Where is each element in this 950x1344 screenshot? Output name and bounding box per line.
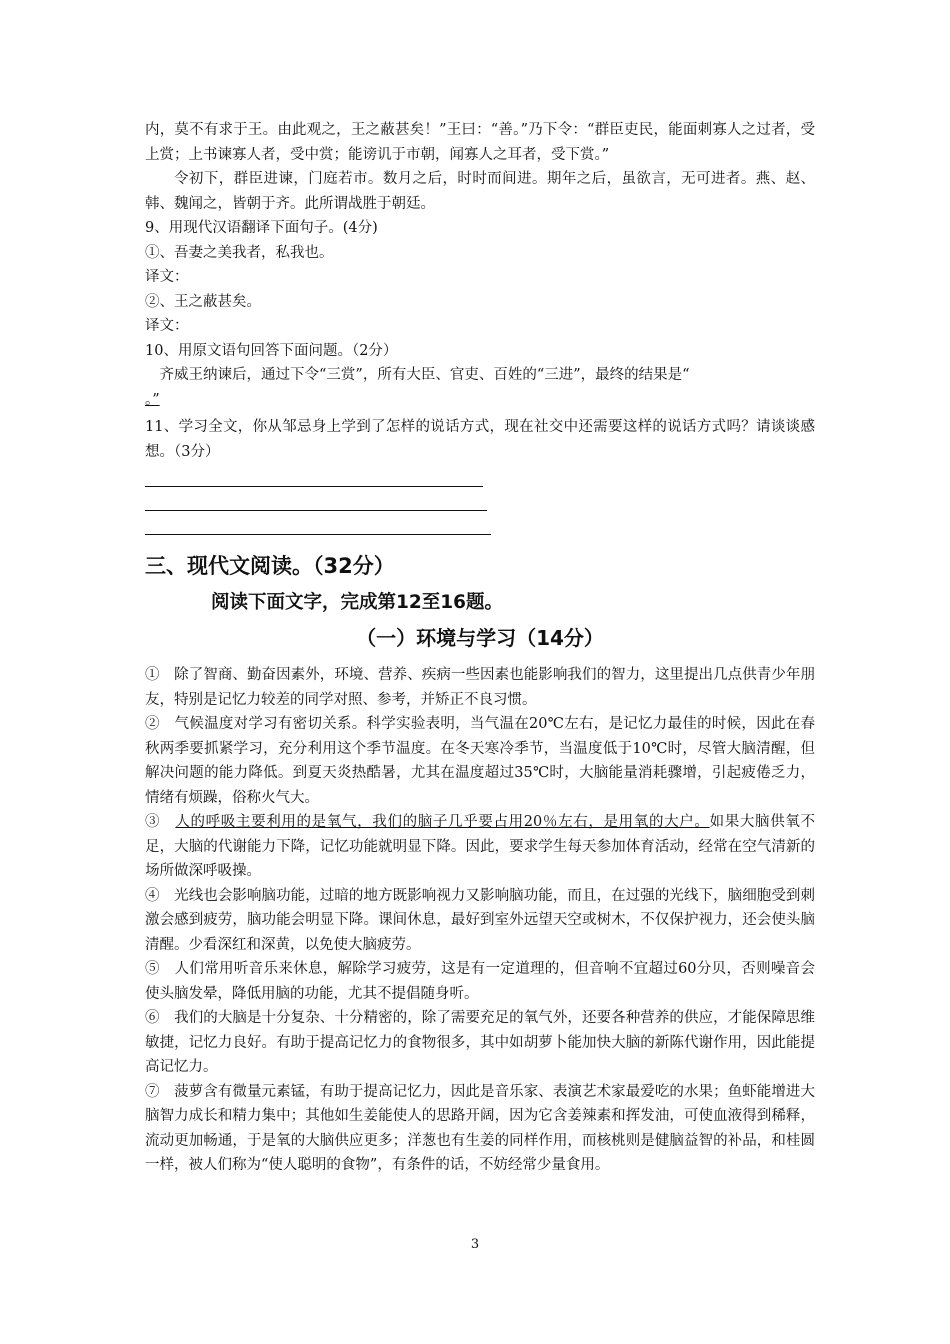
page-number: 3 xyxy=(470,1237,480,1252)
question-9-sentence-2: ②、王之蔽甚矣。 xyxy=(145,293,261,310)
article-paragraph-6: ⑥ 我们的大脑是十分复杂、十分精密的，除了需要充足的氧气外，还要各种营养的供应，才能保障思维敏捷，记忆力良好。有助于提高记忆力的食物很多，其中如胡萝卜能加快大脑的新陈代谢作用，因此能提高记忆力。 xyxy=(145,1010,815,1075)
question-9-translation-label-1: 译文： xyxy=(145,269,189,285)
article-paragraph-7: ⑦ 菠萝含有微量元素锰，有助于提高记忆力，因此是音乐家、表演艺术家最爱吃的水果；鱼虾能增进大脑智力成长和精力集中；其他如生姜能使人的思路开阔，因为它含姜辣素和挥发油，可使血液得到稀释，流动更加畅通，于是氧的大脑供应更多；洋葱也有生姜的同样作用，而核桃则是健脑益智的补品，和桂圆一样，被人们称为“使人聪明的食物”，有条件的话，不妨经常少量食用。 xyxy=(145,1083,815,1173)
passage-paragraph: 内，莫不有求于王。由此观之，王之蔽甚矣！”王曰：“善。”乃下令：“群臣吏民，能面刺寡人之过者，受上赏；上书谏寡人者，受中赏；能谤讥于市朝，闻寡人之耳者，受下赏。” xyxy=(145,122,815,163)
document-page xyxy=(145,118,815,1178)
question-10-body xyxy=(145,363,815,388)
section-heading: 三、现代文阅读。（32分） xyxy=(145,554,395,578)
passage-paragraph: 令初下，群臣进谏，门庭若市。数月之后，时时而间进。期年之后，虽欲言，无可进者。燕、赵、韩、魏闻之，皆朝于齐。此所谓战胜于朝廷。 xyxy=(145,171,815,212)
article-paragraph-3 xyxy=(145,810,815,884)
underlined-sentence: 人的呼吸主要利用的是氧气，我们的脑子几乎要占用20％左右，是用氧的大户。 xyxy=(175,814,710,830)
article-paragraph-1: ① 除了智商、勤奋因素外，环境、营养、疾病一些因素也能影响我们的智力，这里提出几点供青少年朋友，特别是记忆力较差的同学对照、参考，并矫正不良习惯。 xyxy=(145,667,815,708)
question-10-answer-line xyxy=(145,388,815,413)
question-11-stem: 11、学习全文，你从邹忌身上学到了怎样的说话方式，现在社交中还需要这样的说话方式吗？请谈谈感想。（3分） xyxy=(145,419,815,460)
reading-instruction: 阅读下面文字，完成第12至16题。 xyxy=(211,592,503,613)
article-paragraph-5: ⑤ 人们常用听音乐来休息，解除学习疲劳，这是有一定道理的，但音响不宜超过60分贝，否则噪音会使头脑发晕，降低用脑的功能，尤其不提倡随身听。 xyxy=(145,961,815,1002)
question-9-translation-label-2: 译文： xyxy=(145,318,189,334)
question-10-stem: 10、用原文语句回答下面问题。（2分） xyxy=(145,342,398,359)
article-paragraph-4: ④ 光线也会影响脑功能，过暗的地方既影响视力又影响脑功能，而且，在过强的光线下，脑细胞受到刺激会感到疲劳，脑功能会明显下降。课间休息，最好到室外远望天空或树木，不仅保护视力，还会使头脑清醒。少看深红和深黄，以免使大脑疲劳。 xyxy=(145,887,815,953)
article-paragraph-2: ② 气候温度对学习有密切关系。科学实验表明，当气温在20℃左右，是记忆力最佳的时候，因此在春秋两季要抓紧学习，充分利用这个季节温度。在冬天寒冷季节，当温度低于10℃时，尽管大脑清醒，但解决问题的能力降低。到夏天炎热酷暑，尤其在温度超过35℃时，大脑能量消耗骤增，引起疲倦乏力，情绪有烦躁，俗称火气大。 xyxy=(145,716,815,806)
question-9-sentence-1: ①、吾妻之美我者，私我也。 xyxy=(145,244,334,261)
question-9-stem: 9、用现代汉语翻译下面句子。(4分) xyxy=(145,220,378,236)
paragraph-number: ③ xyxy=(145,814,176,830)
article-title: （一）环境与学习（14分） xyxy=(356,626,604,650)
question-10-text: 齐威王纳谏后，通过下令“三赏”，所有大臣、官吏、百姓的“三进”，最终的结果是“ xyxy=(159,367,690,383)
question-10-answer-blank: 。” xyxy=(145,391,160,408)
paragraph-text: 如果大脑供氧不足，大脑的代谢能力下降，记忆功能就明显下降。因此，要求学生每天参加体育活动，经常在空气清新的场所做深呼吸操。 xyxy=(145,814,816,879)
